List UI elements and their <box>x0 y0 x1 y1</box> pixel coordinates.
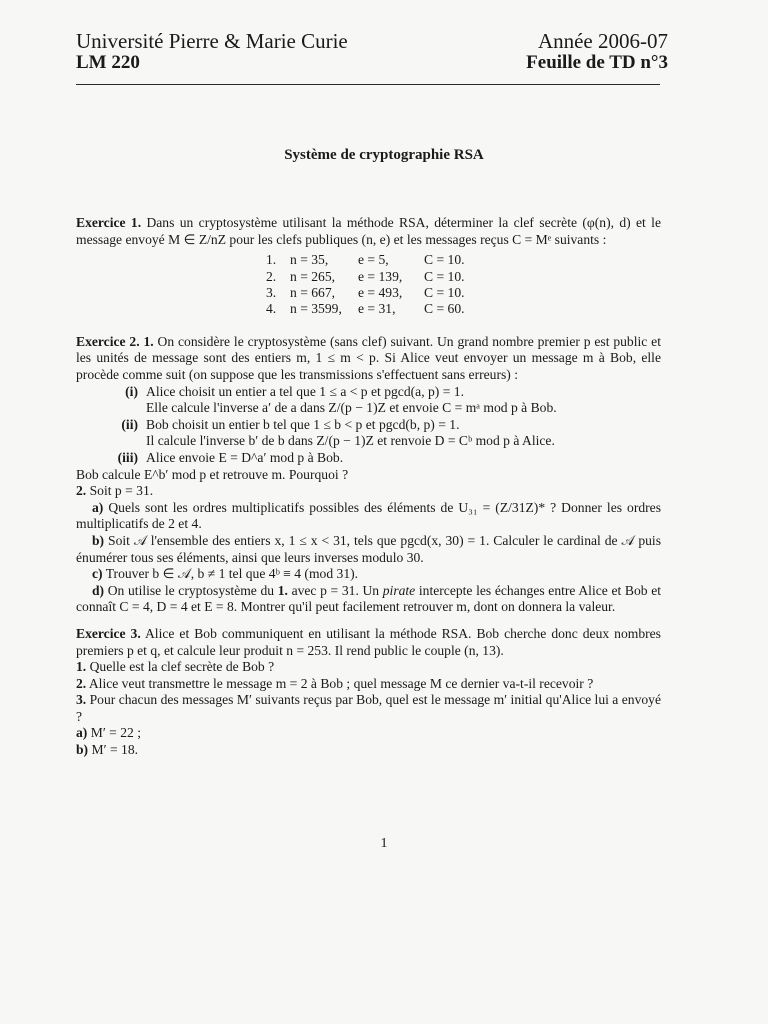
exercise-2-part1-label: 1. <box>143 333 154 349</box>
header-right <box>526 30 668 74</box>
course-code: LM 220 <box>76 52 140 73</box>
protocol-step-3 <box>76 450 661 467</box>
exercise-1-intro <box>76 215 661 248</box>
row-cell-e: e = 5, <box>358 252 389 268</box>
header-left <box>76 30 348 74</box>
bob-line: Bob calcule E^b′ mod p et retrouve m. Pourquoi ? <box>76 466 349 482</box>
question-2a <box>76 500 661 533</box>
row-cell-num: 1. <box>266 252 277 268</box>
sheet-number: Feuille de TD n°3 <box>526 52 668 73</box>
university-name: Université Pierre & Marie Curie <box>76 29 348 53</box>
question-text: Trouver b ∈ 𝒜, b ≠ 1 tel que 4ᵇ ≡ 4 (mod 31). <box>102 566 359 582</box>
exercise-2-label: Exercice 2. <box>76 333 140 349</box>
question-text: avec p = 31. Un <box>287 582 383 598</box>
question-2b <box>76 533 661 566</box>
step-label: (ii) <box>121 416 138 432</box>
row-cell-c: C = 10. <box>424 268 465 284</box>
protocol-step-1 <box>76 384 661 417</box>
exercise-1-row <box>266 269 471 285</box>
page-title: Système de cryptographie RSA <box>284 147 484 163</box>
row-cell-num: 3. <box>266 285 277 300</box>
exercise-2-part1-text: On considère le cryptosystème (sans clef) suivant. Un grand nombre premier p est public et les unités de message sont des entiers m, 1 ≤ m < p. Si Alice veut envoyer un message m à Bob, elle procède comme suit (on suppose que les transmissions s'effectuent sans erreurs) : <box>76 333 661 382</box>
question-label: d) <box>92 582 105 598</box>
question-label: a) <box>92 499 104 515</box>
question-3-3a <box>76 725 661 742</box>
row-cell-n: n = 667, <box>290 285 336 300</box>
protocol-step-2 <box>76 417 661 450</box>
row-cell-c: C = 60. <box>424 301 465 317</box>
part2-label: 2. <box>76 483 87 499</box>
exercise-1-table <box>266 252 471 318</box>
question-3-3 <box>76 692 661 725</box>
step-line: Elle calcule l'inverse a′ de a dans Z/(p − 1)Z et envoie C = mᵃ mod p à Bob. <box>146 400 557 416</box>
header-divider <box>76 84 660 85</box>
exercise-1-row <box>266 285 471 301</box>
page-number: 1 <box>380 836 388 851</box>
question-2d <box>76 583 661 616</box>
exercise-2-part2 <box>76 483 661 500</box>
exercise-1-row <box>266 301 471 317</box>
question-emphasis: pirate <box>382 582 416 598</box>
row-cell-e: e = 31, <box>358 301 396 317</box>
question-text: intercepte les échanges entre Alice et Bob et connaît C = 4, D = 4 et E = 8. Montrer qu'il peut facilement retrouver m, dont on donnera la valeur. <box>76 582 662 615</box>
question-text: Quels sont les ordres multiplicatifs possibles des éléments de U₃₁ = (Z/31Z)* ? Donner les ordres multiplicatifs de 2 et 4. <box>76 499 661 532</box>
question-text: Quelle est la clef secrète de Bob ? <box>86 659 275 675</box>
exercise-2-intro <box>76 334 661 384</box>
row-cell-num: 4. <box>266 301 277 317</box>
row-cell-num: 2. <box>266 268 277 284</box>
exercise-1-label: Exercice 1. <box>76 215 142 230</box>
question-label: 2. <box>76 675 87 691</box>
step-label: (i) <box>125 383 138 399</box>
step-line: Il calcule l'inverse b′ de b dans Z/(p − 1)Z et renvoie D = Cᵇ mod p à Alice. <box>146 433 555 449</box>
question-label: c) <box>92 566 103 582</box>
step-line: Alice envoie E = D^a′ mod p à Bob. <box>146 449 344 465</box>
question-3-3b <box>76 742 661 759</box>
question-3-1 <box>76 659 661 676</box>
row-cell-n: n = 3599, <box>290 301 342 317</box>
question-text: Soit 𝒜 l'ensemble des entiers x, 1 ≤ x < 31, tels que pgcd(x, 30) = 1. Calculer le cardinal de 𝒜 puis énumérer tous ses éléments, ainsi que leurs inverses modulo 30. <box>76 532 661 565</box>
question-label: 3. <box>76 692 87 708</box>
exercise-1-text: Dans un cryptosystème utilisant la méthode RSA, déterminer la clef secrète (φ(n), d) et le message envoyé M ∈ Z/nZ pour les clefs publiques (n, e) et les messages reçus C = Mᵉ suivants : <box>76 215 661 247</box>
question-text: Alice veut transmettre le message m = 2 à Bob ; quel message M ce dernier va-t-il recevoir ? <box>86 675 594 691</box>
question-2c <box>76 566 661 583</box>
row-cell-c: C = 10. <box>424 285 465 300</box>
step-line: Bob choisit un entier b tel que 1 ≤ b < p et pgcd(b, p) = 1. <box>146 416 460 432</box>
question-ref: 1. <box>277 582 288 598</box>
question-label: a) <box>76 725 88 741</box>
question-text: Pour chacun des messages M′ suivants reçus par Bob, quel est le message m′ initial qu'Alice lui a envoyé ? <box>76 692 661 724</box>
part2-text: Soit p = 31. <box>86 483 154 499</box>
step-line: Alice choisit un entier a tel que 1 ≤ a < p et pgcd(a, p) = 1. <box>146 383 464 399</box>
question-label: b) <box>92 532 105 548</box>
row-cell-e: e = 139, <box>358 268 403 284</box>
exercise-1-row <box>266 252 471 268</box>
row-cell-n: n = 265, <box>290 268 336 284</box>
worksheet-body <box>76 215 661 759</box>
step-label: (iii) <box>117 449 138 465</box>
academic-year: Année 2006-07 <box>537 29 668 53</box>
question-text: On utilise le cryptosystème du <box>104 582 278 598</box>
row-cell-n: n = 35, <box>290 252 329 268</box>
exercise-3-label: Exercice 3. <box>76 625 141 641</box>
question-3-2 <box>76 676 661 693</box>
question-text: M′ = 18. <box>88 742 139 758</box>
question-label: b) <box>76 742 89 758</box>
question-label: 1. <box>76 659 87 675</box>
row-cell-c: C = 10. <box>424 252 465 268</box>
exercise-3-intro <box>76 626 661 659</box>
row-cell-e: e = 493, <box>358 285 403 300</box>
question-text: M′ = 22 ; <box>87 725 142 741</box>
exercise-3-text: Alice et Bob communiquent en utilisant la méthode RSA. Bob cherche donc deux nombres premiers p et q, et calcule leur produit n = 253. Il rend public le couple (n, 13). <box>76 625 661 658</box>
